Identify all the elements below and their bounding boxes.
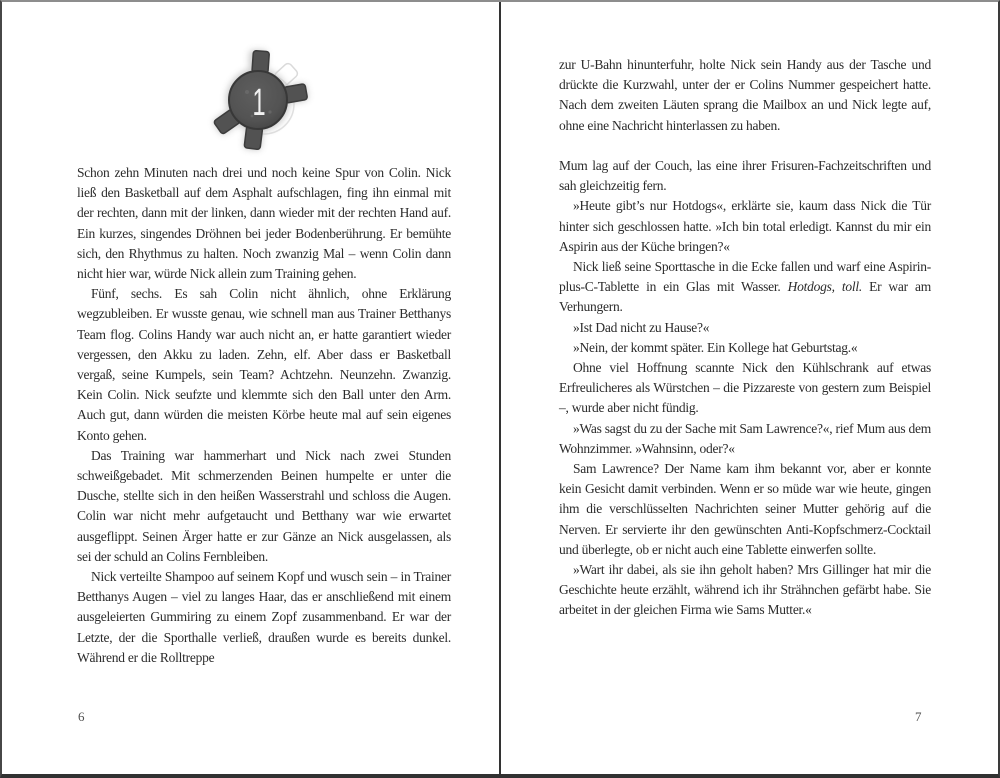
page-left [2, 2, 499, 778]
paragraph: Nick ließ seine Sporttasche in die Ecke fallen und warf eine Aspirin-plus-C-Tablette in ein Glas mit Wasser. Hotdogs, toll. Er war am Verhungern. [559, 259, 931, 315]
stopwatch-timer-icon [204, 44, 312, 152]
paragraph: »Was sagst du zu der Sache mit Sam Lawrence?«, rief Mum aus dem Wohnzimmer. »Wahnsinn, oder?« [559, 420, 931, 456]
page-number-right: 7 [915, 709, 922, 724]
chapter-ornament [204, 44, 312, 152]
paragraph: Das Training war hammerhart und Nick nach zwei Stunden schweißgebadet. Mit schmerzenden Beinen humpelte er unter die Dusche, stellte sich in den heißen Wasserstrahl und schloss die Augen. Colin war nicht mehr aufgetaucht und Betthany war wie erwartet ausgeflippt. Seinen Ärger hatte er zur Gänze an Nick ausgelassen, als sei der schuld an Colins Fernbleiben. [77, 447, 451, 564]
paragraph: »Nein, der kommt später. Ein Kollege hat Geburtstag.« [573, 339, 858, 355]
paragraph: Mum lag auf der Couch, las eine ihrer Frisuren-Fachzeitschriften und sah gleichzeitig fern. [559, 158, 931, 194]
paragraph: zur U-Bahn hinunterfuhr, holte Nick sein Handy aus der Tasche und drückte die Kurzwahl, unter der er Colins Nummer gespeichert hatte. Nach dem zweiten Läuten sprang die Mailbox an und Nick legte auf, ohne eine Nachricht hinterlassen zu haben. [559, 57, 931, 133]
paragraph: Ohne viel Hoffnung scannte Nick den Kühlschrank auf etwas Erfreulicheres als Würstchen – die Pizzareste von gestern zum Beispiel –, wurde aber nicht fündig. [559, 360, 931, 416]
paragraph: Sam Lawrence? Der Name kam ihm bekannt vor, aber er konnte kein Gesicht damit verbinden. Wenn er so müde war wie heute, gingen ihm die verschlüsselten Nachrichten seiner Mutter gehörig auf die Nerven. Er servierte ihr den gewünschten Anti-Kopfschmerz-Cocktail und überlegte, ob er nicht auch eine Tablette einwerfen sollte. [559, 461, 931, 557]
page-right [501, 2, 998, 778]
left-text-column [77, 163, 451, 668]
paragraph: »Wart ihr dabei, als sie ihn geholt haben? Mrs Gillinger hat mir die Geschichte heute erzählt, während ich ihr Strähnchen gefärbt habe. Sie arbeitet in der gleichen Firma wie Sams Mutter.« [559, 562, 931, 618]
paragraph: »Ist Dad nicht zu Hause?« [573, 319, 710, 335]
paragraph: Fünf, sechs. Es sah Colin nicht ähnlich, ohne Erklärung wegzubleiben. Er wusste genau, wie schnell man aus Trainer Betthanys Team flog. Colins Handy war auch nicht an, er hatte garantiert wieder vergessen, den Akku zu laden. Zehn, elf. Aber dass er Basketball vergaß, seine Kumpels, sein Team? Achtzehn. Neunzehn. Zwanzig. Kein Colin. Nick seufzte und klemmte sich den Ball unter den Arm. Auch gut, dann würden die meisten Körbe heute mal auf sein eigenes Konto gehen. [77, 286, 451, 443]
chapter-number: 1 [252, 80, 266, 124]
page-number-left: 6 [78, 709, 85, 724]
paragraph: Nick verteilte Shampoo auf seinem Kopf und wusch sein – in Trainer Betthanys Augen – viel zu langes Haar, das er anschließend mit einem ausgeleierten Gummiring zu einem Zopf zusammenband. Er war der Letzte, der die Sporthalle verließ, draußen wurde es bereits dunkel. Während er die Rolltreppe [77, 569, 451, 665]
right-text-column [559, 55, 931, 621]
paragraph: »Heute gibt’s nur Hotdogs«, erklärte sie, kaum dass Nick die Tür hinter sich geschlossen hatte. »Ich bin total erledigt. Kannst du mir ein Aspirin aus der Küche bringen?« [559, 198, 931, 254]
paragraph: Schon zehn Minuten nach drei und noch keine Spur von Colin. Nick ließ den Basketball auf dem Asphalt aufschlagen, fing ihn einmal mit der rechten, dann mit der linken, dann wieder mit der rechten Hand auf. Ein kurzes, singendes Dröhnen bei jeder Bodenberührung. Er bemühte sich, den Rhythmus zu halten. Noch zwanzig Mal – wenn Colin dann nicht hier war, würde Nick allein zum Training gehen. [77, 165, 451, 282]
